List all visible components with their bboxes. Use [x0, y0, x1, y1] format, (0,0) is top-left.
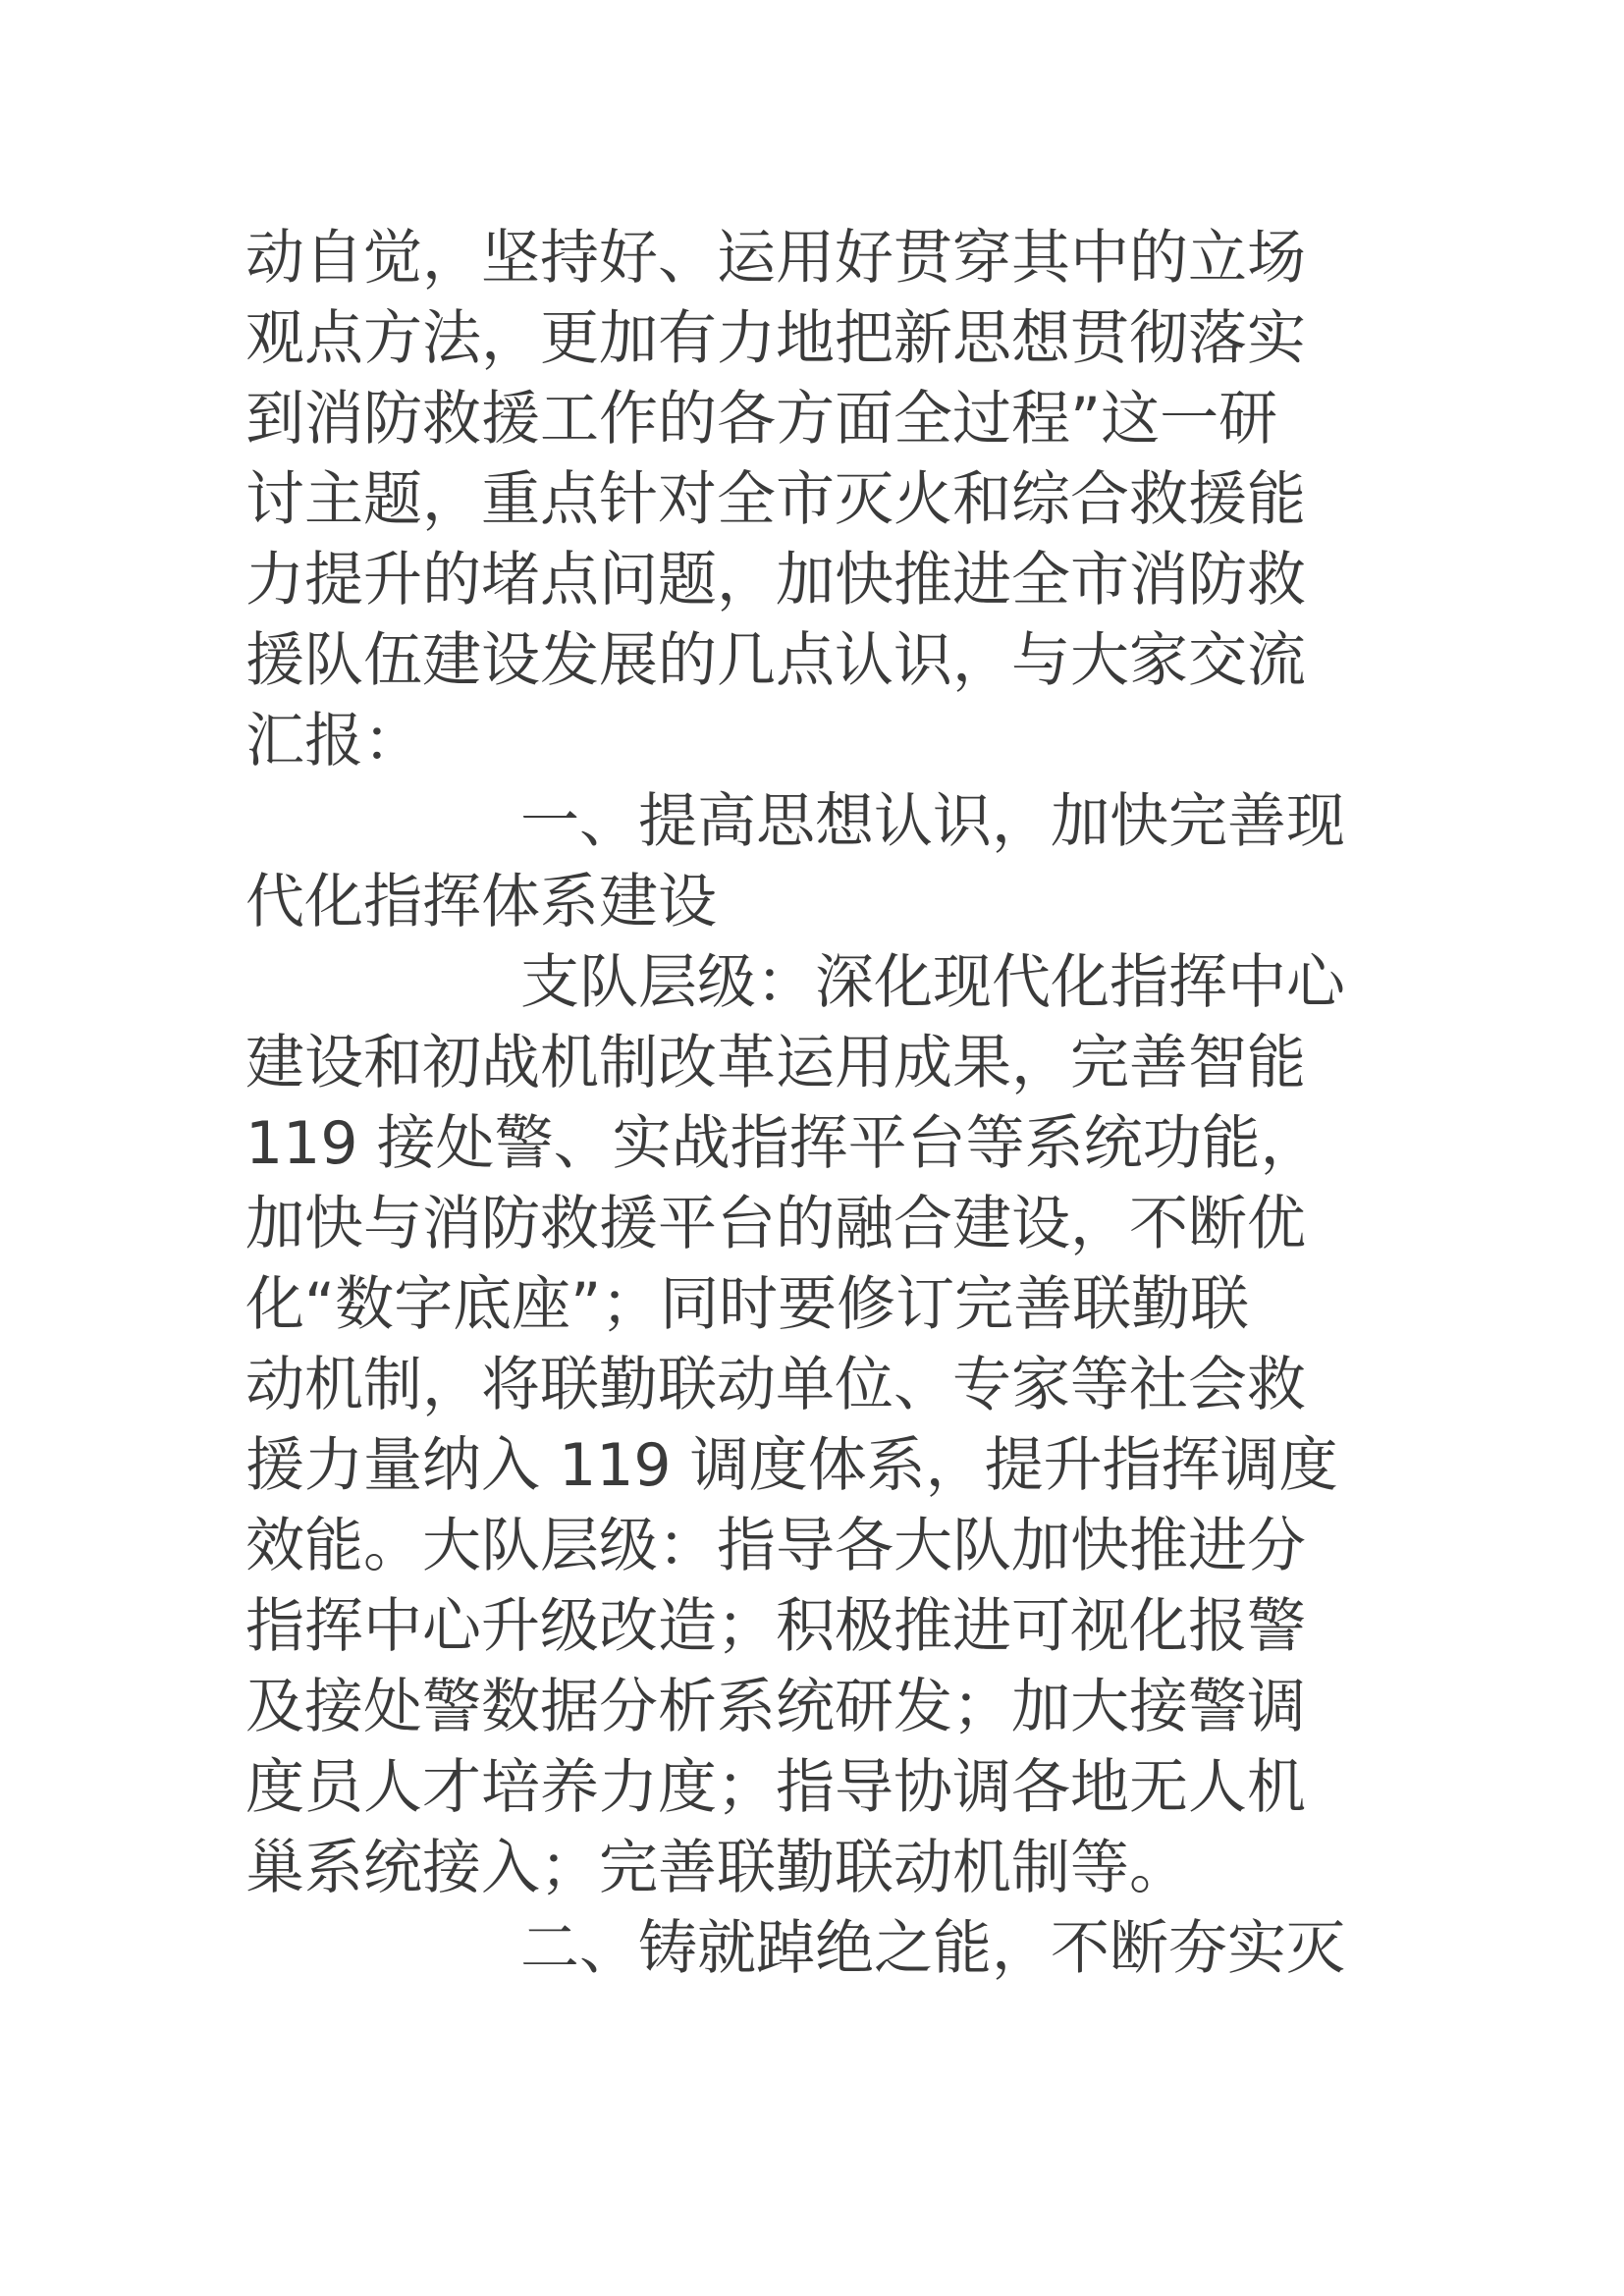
text-line: 援力量纳入 119 调度体系，提升指挥调度 — [245, 1431, 1338, 1500]
section-heading-line: 代化指挥体系建设 — [245, 868, 717, 936]
text-line: 动自觉，坚持好、运用好贯穿其中的立场 — [245, 224, 1306, 293]
text-line: 化“数字底座”；同时要修订完善联勤联 — [245, 1270, 1250, 1339]
text-line: 度员人才培养力度；指导协调各地无人机 — [245, 1753, 1306, 1822]
text-line: 指挥中心升级改造；积极推进可视化报警 — [245, 1592, 1306, 1661]
section-heading-line: 一、提高思想认识，加快完善现 — [520, 787, 1345, 856]
text-line: 效能。大队层级：指导各大队加快推进分 — [245, 1512, 1306, 1580]
text-line: 援队伍建设发展的几点认识，与大家交流 — [245, 626, 1306, 695]
text-line: 力提升的堵点问题，加快推进全市消防救 — [245, 546, 1306, 614]
text-line: 汇报： — [245, 707, 422, 775]
body-text — [245, 218, 1384, 1989]
paragraph-start-line: 支队层级：深化现代化指挥中心 — [520, 948, 1345, 1017]
text-line: 巢系统接入；完善联勤联动机制等。 — [245, 1834, 1188, 1902]
text-line: 讨主题，重点针对全市灭火和综合救援能 — [245, 465, 1306, 534]
text-line: 到消防救援工作的各方面全过程”这一研 — [245, 385, 1278, 454]
section-heading-line: 二、铸就踔绝之能，不断夯实灭 — [520, 1914, 1345, 1983]
text-line: 119 接处警、实战指挥平台等系统功能， — [245, 1109, 1320, 1178]
text-line: 及接处警数据分析系统研发；加大接警调 — [245, 1673, 1306, 1741]
text-line: 加快与消防救援平台的融合建设，不断优 — [245, 1190, 1306, 1258]
text-line: 动机制，将联勤联动单位、专家等社会救 — [245, 1351, 1306, 1419]
text-line: 观点方法，更加有力地把新思想贯彻落实 — [245, 304, 1306, 373]
text-line: 建设和初战机制改革运用成果，完善智能 — [245, 1029, 1306, 1097]
